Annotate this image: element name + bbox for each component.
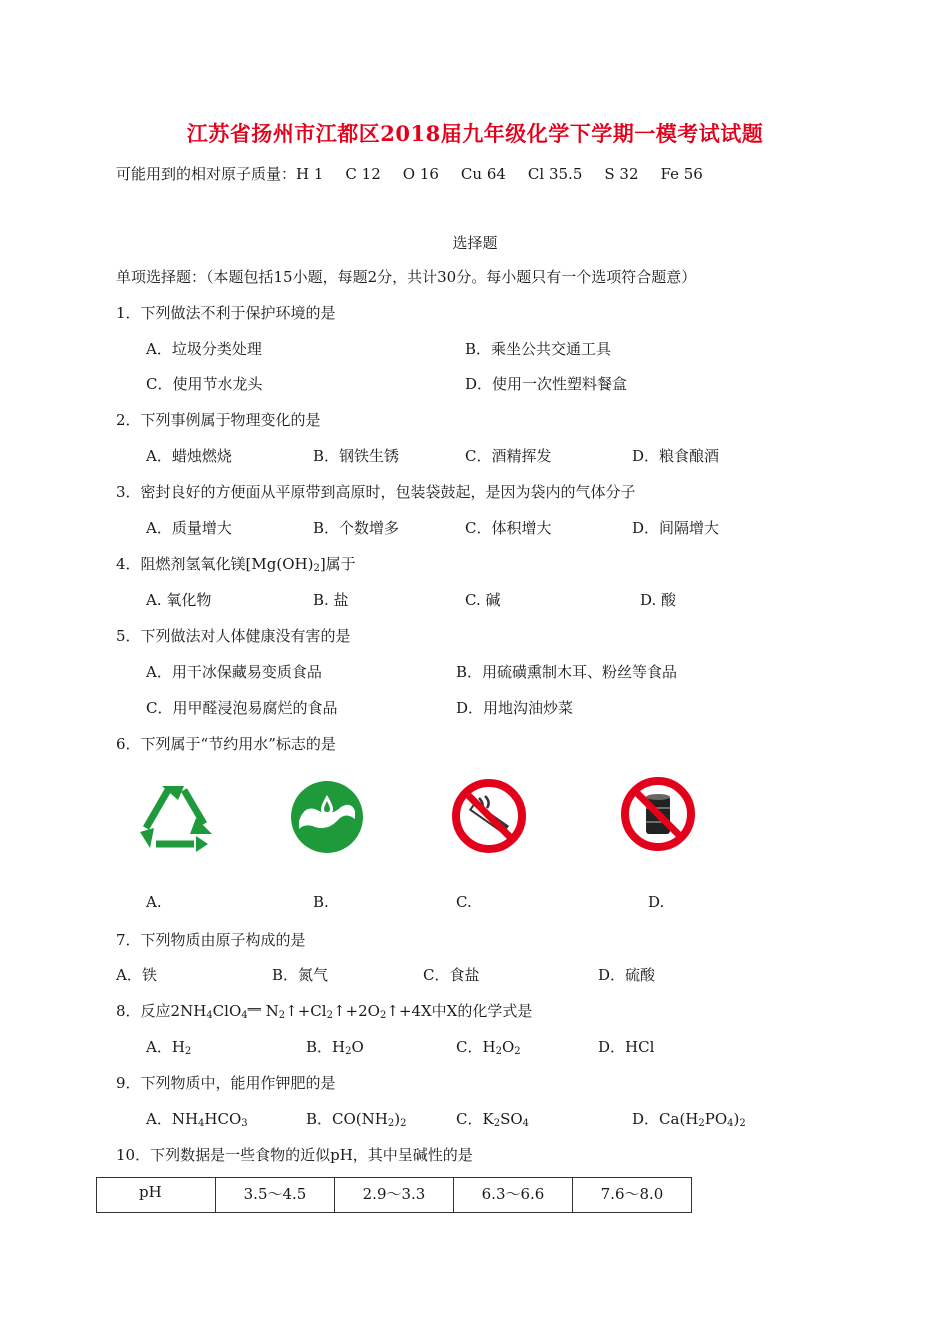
option: A. 氧化物 (146, 591, 212, 609)
atomic-masses (116, 163, 725, 184)
option: A．垃圾分类处理 (146, 340, 262, 358)
question-stem: 6．下列属于“节约用水”标志的是 (116, 735, 336, 753)
table-cell: 2.9～3.3 (335, 1178, 454, 1213)
option: C．食盐 (423, 966, 480, 984)
option-text: HCO (204, 1110, 242, 1128)
subscript: 2 (313, 563, 320, 574)
page-title: 江苏省扬州市江都区2018届九年级化学下学期一模考试试题 (186, 121, 764, 146)
mass-item: C 12 (345, 165, 381, 183)
option (306, 1108, 406, 1129)
option: A．蜡烛燃烧 (146, 447, 232, 465)
option-text: A．H (146, 1038, 185, 1056)
stem-text: ↑+4X中X的化学式是 (386, 1002, 533, 1020)
subscript: 2 (514, 1046, 521, 1057)
stem-text: 8．反应2NH (116, 1002, 207, 1020)
option (146, 1036, 191, 1057)
subscript: 2 (387, 1118, 395, 1129)
no-oil-drum-icon (620, 776, 696, 852)
option: B. 盐 (313, 591, 349, 609)
option (456, 1036, 521, 1057)
option-text: O (501, 1038, 515, 1056)
option: D. 酸 (640, 591, 677, 609)
option-text: PO (704, 1110, 728, 1128)
option-text: SO (500, 1110, 523, 1128)
table-cell: pH (97, 1178, 216, 1213)
option: C．酒精挥发 (465, 447, 552, 465)
option-text: C．K (456, 1110, 494, 1128)
question-stem: 5．下列做法对人体健康没有害的是 (116, 627, 351, 645)
option-text: O (351, 1038, 364, 1056)
subscript: 4 (206, 1010, 213, 1021)
question-stem: 7．下列物质由原子构成的是 (116, 931, 306, 949)
option: D．使用一次性塑料餐盒 (465, 375, 628, 393)
question-stem: 2．下列事例属于物理变化的是 (116, 411, 321, 429)
question-stem: 9．下列物质中，能用作钾肥的是 (116, 1074, 336, 1092)
option: B. (313, 893, 329, 911)
option: D. (648, 893, 665, 911)
option-text: ) (733, 1110, 740, 1128)
option-text: D．HCl (598, 1038, 655, 1056)
table-row (97, 1178, 692, 1213)
equation-sign: ══ (247, 1003, 261, 1016)
subscript: 4 (522, 1118, 530, 1129)
stem-text: ClO (212, 1002, 242, 1020)
stem-text: ↑+2O (332, 1002, 380, 1020)
option-text: ) (394, 1110, 401, 1128)
stem-text: ↑+Cl (285, 1002, 327, 1020)
mass-item: O 16 (402, 165, 439, 183)
question-stem (116, 553, 356, 574)
option-text: C．H (456, 1038, 496, 1056)
subscript: 4 (241, 1010, 248, 1021)
option (632, 1108, 746, 1129)
option: B．用硫磺熏制木耳、粉丝等食品 (456, 663, 678, 681)
option: A．铁 (116, 966, 157, 984)
subscript: 2 (345, 1046, 352, 1057)
option (306, 1036, 364, 1057)
option: C. (456, 893, 472, 911)
subscript: 2 (495, 1046, 502, 1057)
table-cell: 3.5～4.5 (216, 1178, 335, 1213)
option: C．用甲醛浸泡易腐烂的食品 (146, 699, 338, 717)
question-stem: 3．密封良好的方便面从平原带到高原时，包装袋鼓起，是因为袋内的气体分子 (116, 483, 636, 501)
water-saving-icon (291, 781, 363, 853)
subscript: 2 (400, 1118, 407, 1129)
option-text: B．H (306, 1038, 346, 1056)
recycle-icon (138, 782, 214, 852)
option-text: A．NH (146, 1110, 199, 1128)
stem-text: N (260, 1002, 279, 1020)
option: C. 碱 (465, 591, 501, 609)
option-text: B．CO(NH (306, 1110, 388, 1128)
subscript: 2 (326, 1010, 333, 1021)
option: D．间隔增大 (632, 519, 720, 537)
mass-item: Cl 35.5 (527, 165, 583, 183)
subscript: 4 (198, 1118, 205, 1129)
stem-text: ]属于 (319, 555, 356, 573)
no-smoking-icon (451, 778, 527, 854)
question-stem (116, 1000, 532, 1021)
subscript: 4 (727, 1118, 734, 1129)
option: D．硫酸 (598, 966, 656, 984)
stem-text: 4．阻燃剂氢氧化镁[Mg(OH) (116, 555, 314, 573)
option-text: D．Ca(H (632, 1110, 699, 1128)
option: C．体积增大 (465, 519, 552, 537)
atomic-masses-label: 可能用到的相对原子质量： (116, 165, 297, 183)
subscript: 2 (379, 1010, 387, 1021)
option: D．用地沟油炒菜 (456, 699, 574, 717)
subscript: 2 (493, 1118, 501, 1129)
table-cell: 7.6～8.0 (573, 1178, 692, 1213)
option: B．个数增多 (313, 519, 400, 537)
option: A．质量增大 (146, 519, 232, 537)
option: C．使用节水龙头 (146, 375, 263, 393)
subscript: 2 (739, 1118, 746, 1129)
option: B．乘坐公共交通工具 (465, 340, 612, 358)
option: B．氮气 (272, 966, 329, 984)
mass-item: Cu 64 (460, 165, 506, 183)
question-stem: 10．下列数据是一些食物的近似pH，其中呈碱性的是 (116, 1146, 473, 1164)
option: A. (146, 893, 162, 911)
option (598, 1036, 654, 1057)
mass-item: H 1 (296, 165, 324, 183)
instructions: 单项选择题：（本题包括15小题，每题2分，共计30分。每小题只有一个选项符合题意） (116, 268, 697, 286)
mass-item: Fe 56 (660, 165, 703, 183)
subscript: 2 (698, 1118, 705, 1129)
mass-item: S 32 (604, 165, 639, 183)
ph-table (96, 1177, 692, 1213)
subscript: 2 (278, 1010, 286, 1021)
table-cell: 6.3～6.6 (454, 1178, 573, 1213)
option: D．粮食酿酒 (632, 447, 720, 465)
subscript: 3 (241, 1118, 248, 1129)
option: A．用干冰保藏易变质食品 (146, 663, 322, 681)
option (146, 1108, 248, 1129)
section-title: 选择题 (452, 234, 498, 252)
subscript: 2 (184, 1046, 192, 1057)
option: B．钢铁生锈 (313, 447, 400, 465)
option (456, 1108, 529, 1129)
question-stem: 1．下列做法不利于保护环境的是 (116, 304, 336, 322)
